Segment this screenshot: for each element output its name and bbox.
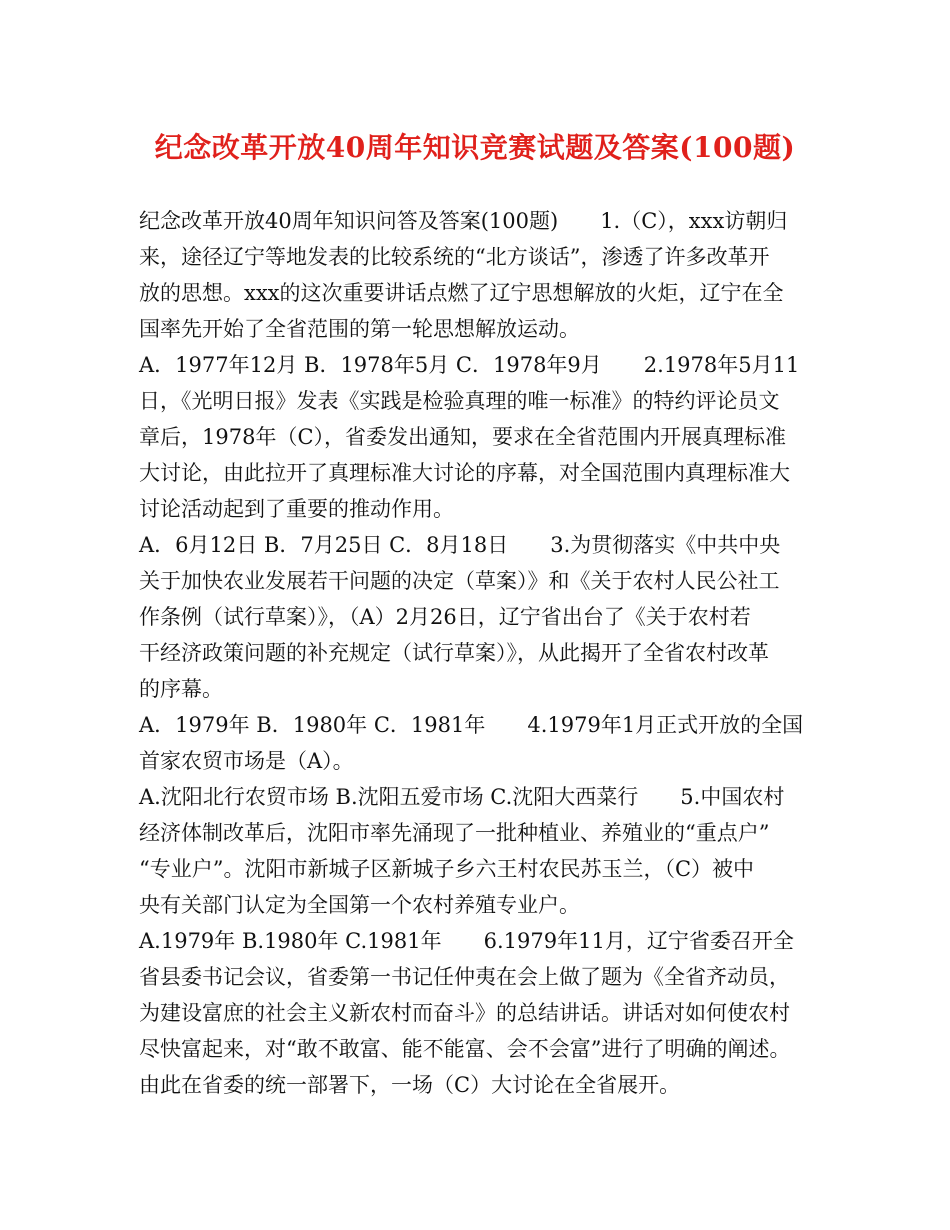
text-line: 央有关部门认定为全国第一个农村养殖专业户。	[139, 893, 580, 917]
text-line: 来，途径辽宁等地发表的比较系统的“北方谈话”，渗透了许多改革开	[139, 245, 770, 269]
text-line: 首家农贸市场是（A）。	[139, 749, 354, 773]
text-line: “专业户”。沈阳市新城子区新城子乡六王村农民苏玉兰，（C）被中	[139, 857, 755, 881]
text-line: 干经济政策问题的补充规定（试行草案）》，从此揭开了全省农村改革	[139, 641, 769, 665]
text-line: A．1979年 B．1980年 C．1981年 4.1979年1月正式开放的全国	[139, 713, 804, 737]
text-line: 大讨论，由此拉开了真理标准大讨论的序幕，对全国范围内真理标准大	[139, 461, 790, 485]
text-line: 作条例（试行草案）》，（A）2月26日，辽宁省出台了《关于农村若	[139, 605, 751, 629]
document-body	[139, 203, 839, 1103]
text-line: 国率先开始了全省范围的第一轮思想解放运动。	[139, 317, 580, 341]
text-line: 放的思想。xxx的这次重要讲话点燃了辽宁思想解放的火炬，辽宁在全	[139, 281, 784, 305]
text-line: A.1979年 B.1980年 C.1981年 6.1979年11月，辽宁省委召开全	[139, 929, 794, 953]
text-line: A.沈阳北行农贸市场 B.沈阳五爱市场 C.沈阳大西菜行 5.中国农村	[139, 785, 785, 809]
text-line: 由此在省委的统一部署下，一场（C）大讨论在全省展开。	[139, 1073, 681, 1097]
text-line: 经济体制改革后，沈阳市率先涌现了一批种植业、养殖业的“重点户”	[139, 821, 770, 845]
document-title: 纪念改革开放40周年知识竞赛试题及答案(100题)	[154, 131, 796, 164]
text-line: 章后，1978年（C），省委发出通知，要求在全省范围内开展真理标准	[139, 425, 787, 449]
text-line: A．6月12日 B．7月25日 C．8月18日 3.为贯彻落实《中共中央	[139, 533, 781, 557]
text-line: 关于加快农业发展若干问题的决定（草案）》和《关于农村人民公社工	[139, 569, 780, 593]
text-line: 为建设富庶的社会主义新农村而奋斗》的总结讲话。讲话对如何使农村	[139, 1001, 790, 1025]
text-line: 尽快富起来，对“敢不敢富、能不能富、会不会富”进行了明确的阐述。	[139, 1037, 791, 1061]
text-line: 日，《光明日报》发表《实践是检验真理的唯一标准》的特约评论员文	[139, 389, 780, 413]
text-line: 讨论活动起到了重要的推动作用。	[139, 497, 454, 521]
text-line: A．1977年12月 B．1978年5月 C．1978年9月 2.1978年5月11	[139, 353, 800, 377]
text-line: 省县委书记会议，省委第一书记任仲夷在会上做了题为《全省齐动员，	[139, 965, 790, 989]
text-line: 纪念改革开放40周年知识问答及答案(100题) 1.（C），xxx访朝归	[139, 209, 788, 233]
text-line: 的序幕。	[139, 677, 223, 701]
